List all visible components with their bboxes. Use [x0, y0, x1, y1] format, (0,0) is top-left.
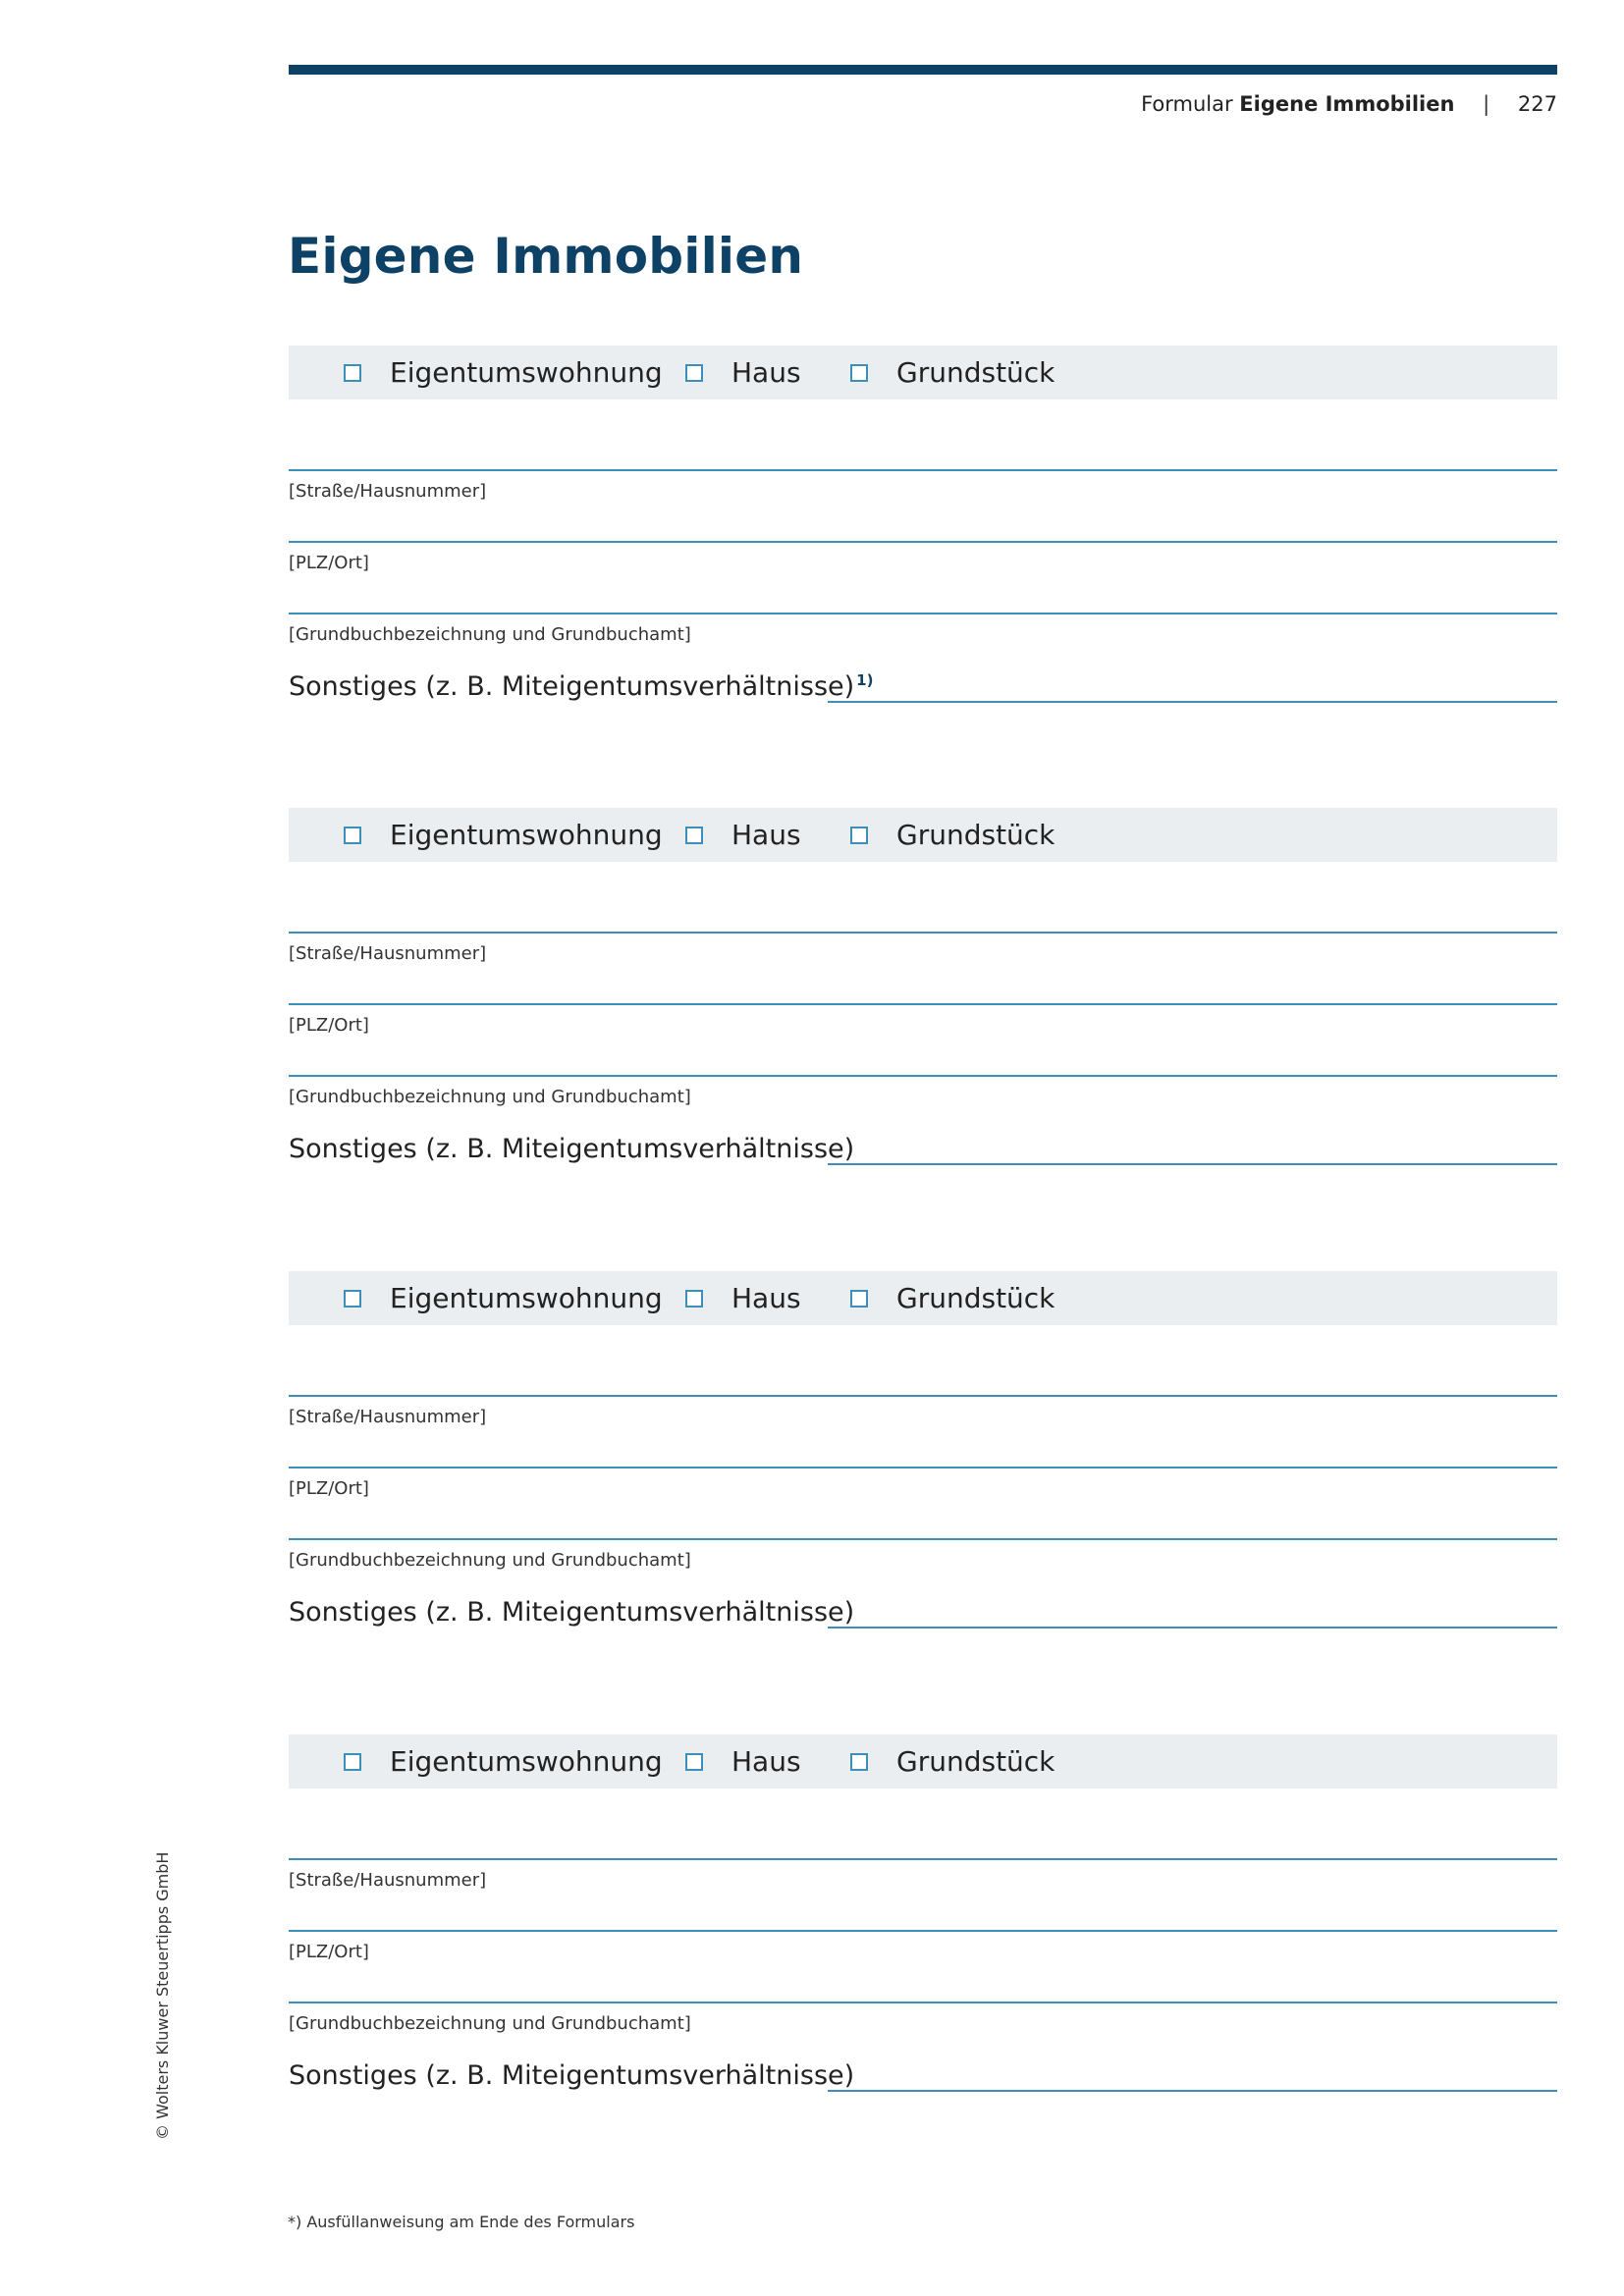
option-label: Haus	[731, 1745, 801, 1778]
page-number: 227	[1517, 92, 1557, 116]
header-rule	[289, 65, 1557, 75]
zip-city-field[interactable]	[289, 1467, 1557, 1468]
option-grundstueck[interactable]	[850, 808, 1055, 862]
option-eigentumswohnung[interactable]	[344, 1271, 663, 1325]
misc-field[interactable]	[828, 2090, 1557, 2092]
zip-city-label: [PLZ/Ort]	[289, 1942, 369, 1962]
property-block-1	[289, 346, 1557, 738]
option-eigentumswohnung[interactable]	[344, 1735, 663, 1789]
header-prefix: Formular	[1141, 92, 1233, 116]
option-label: Grundstück	[896, 1282, 1056, 1314]
street-label: [Straße/Hausnummer]	[289, 1407, 487, 1427]
checkbox-eigentumswohnung[interactable]	[344, 364, 361, 382]
option-label: Grundstück	[896, 1745, 1056, 1778]
land-register-label: [Grundbuchbezeichnung und Grundbuchamt]	[289, 1087, 691, 1107]
misc-label	[289, 2060, 854, 2091]
zip-city-field[interactable]	[289, 1930, 1557, 1932]
misc-field[interactable]	[828, 1627, 1557, 1629]
street-field[interactable]	[289, 1395, 1557, 1397]
land-register-label: [Grundbuchbezeichnung und Grundbuchamt]	[289, 2013, 691, 2034]
zip-city-field[interactable]	[289, 541, 1557, 543]
misc-field[interactable]	[828, 1163, 1557, 1165]
property-block-2	[289, 808, 1557, 1201]
option-label: Eigentumswohnung	[390, 1282, 663, 1314]
checkbox-grundstueck[interactable]	[850, 364, 868, 382]
zip-city-label: [PLZ/Ort]	[289, 553, 369, 573]
street-label: [Straße/Hausnummer]	[289, 1870, 487, 1891]
option-label: Grundstück	[896, 356, 1056, 389]
option-label: Haus	[731, 819, 801, 851]
option-label: Grundstück	[896, 819, 1056, 851]
misc-label	[289, 671, 873, 702]
checkbox-eigentumswohnung[interactable]	[344, 1753, 361, 1771]
checkbox-eigentumswohnung[interactable]	[344, 1290, 361, 1308]
checkbox-haus[interactable]	[685, 1290, 703, 1308]
misc-field[interactable]	[828, 701, 1557, 703]
street-field[interactable]	[289, 932, 1557, 934]
checkbox-eigentumswohnung[interactable]	[344, 827, 361, 844]
checkbox-grundstueck[interactable]	[850, 1753, 868, 1771]
street-label: [Straße/Hausnummer]	[289, 943, 487, 964]
header-separator: |	[1483, 92, 1490, 116]
zip-city-label: [PLZ/Ort]	[289, 1478, 369, 1499]
misc-label	[289, 1597, 854, 1628]
checkbox-haus[interactable]	[685, 1753, 703, 1771]
checkbox-haus[interactable]	[685, 827, 703, 844]
checkbox-grundstueck[interactable]	[850, 827, 868, 844]
option-haus[interactable]	[685, 346, 801, 400]
property-block-3	[289, 1271, 1557, 1664]
option-eigentumswohnung[interactable]	[344, 808, 663, 862]
footnote-ref: 1)	[856, 671, 874, 689]
property-block-4	[289, 1735, 1557, 2127]
land-register-field[interactable]	[289, 2002, 1557, 2003]
street-label: [Straße/Hausnummer]	[289, 481, 487, 502]
misc-label-text: Sonstiges (z. B. Miteigentumsverhältnisse)	[289, 1134, 855, 1164]
street-field[interactable]	[289, 469, 1557, 471]
option-label: Eigentumswohnung	[390, 356, 663, 389]
option-haus[interactable]	[685, 1735, 801, 1789]
option-grundstueck[interactable]	[850, 346, 1055, 400]
option-label: Eigentumswohnung	[390, 1745, 663, 1778]
running-header	[1141, 92, 1557, 116]
misc-label-text: Sonstiges (z. B. Miteigentumsverhältnisse)	[289, 1597, 855, 1628]
option-eigentumswohnung[interactable]	[344, 346, 663, 400]
land-register-field[interactable]	[289, 1538, 1557, 1540]
option-haus[interactable]	[685, 1271, 801, 1325]
land-register-field[interactable]	[289, 1075, 1557, 1077]
street-field[interactable]	[289, 1858, 1557, 1860]
land-register-label: [Grundbuchbezeichnung und Grundbuchamt]	[289, 1550, 691, 1571]
misc-label	[289, 1134, 854, 1164]
misc-label-text: Sonstiges (z. B. Miteigentumsverhältnisse)	[289, 671, 855, 702]
footnote: *) Ausfüllanweisung am Ende des Formulars	[288, 2213, 635, 2231]
option-label: Haus	[731, 1282, 801, 1314]
header-title: Eigene Immobilien	[1239, 92, 1455, 116]
checkbox-grundstueck[interactable]	[850, 1290, 868, 1308]
option-grundstueck[interactable]	[850, 1735, 1055, 1789]
land-register-label: [Grundbuchbezeichnung und Grundbuchamt]	[289, 624, 691, 645]
option-haus[interactable]	[685, 808, 801, 862]
copyright-notice: © Wolters Kluwer Steuertipps GmbH	[153, 1851, 172, 2140]
zip-city-field[interactable]	[289, 1003, 1557, 1005]
zip-city-label: [PLZ/Ort]	[289, 1015, 369, 1036]
option-grundstueck[interactable]	[850, 1271, 1055, 1325]
page-title: Eigene Immobilien	[288, 228, 804, 285]
misc-label-text: Sonstiges (z. B. Miteigentumsverhältnisse)	[289, 2060, 855, 2091]
land-register-field[interactable]	[289, 613, 1557, 614]
option-label: Eigentumswohnung	[390, 819, 663, 851]
checkbox-haus[interactable]	[685, 364, 703, 382]
option-label: Haus	[731, 356, 801, 389]
